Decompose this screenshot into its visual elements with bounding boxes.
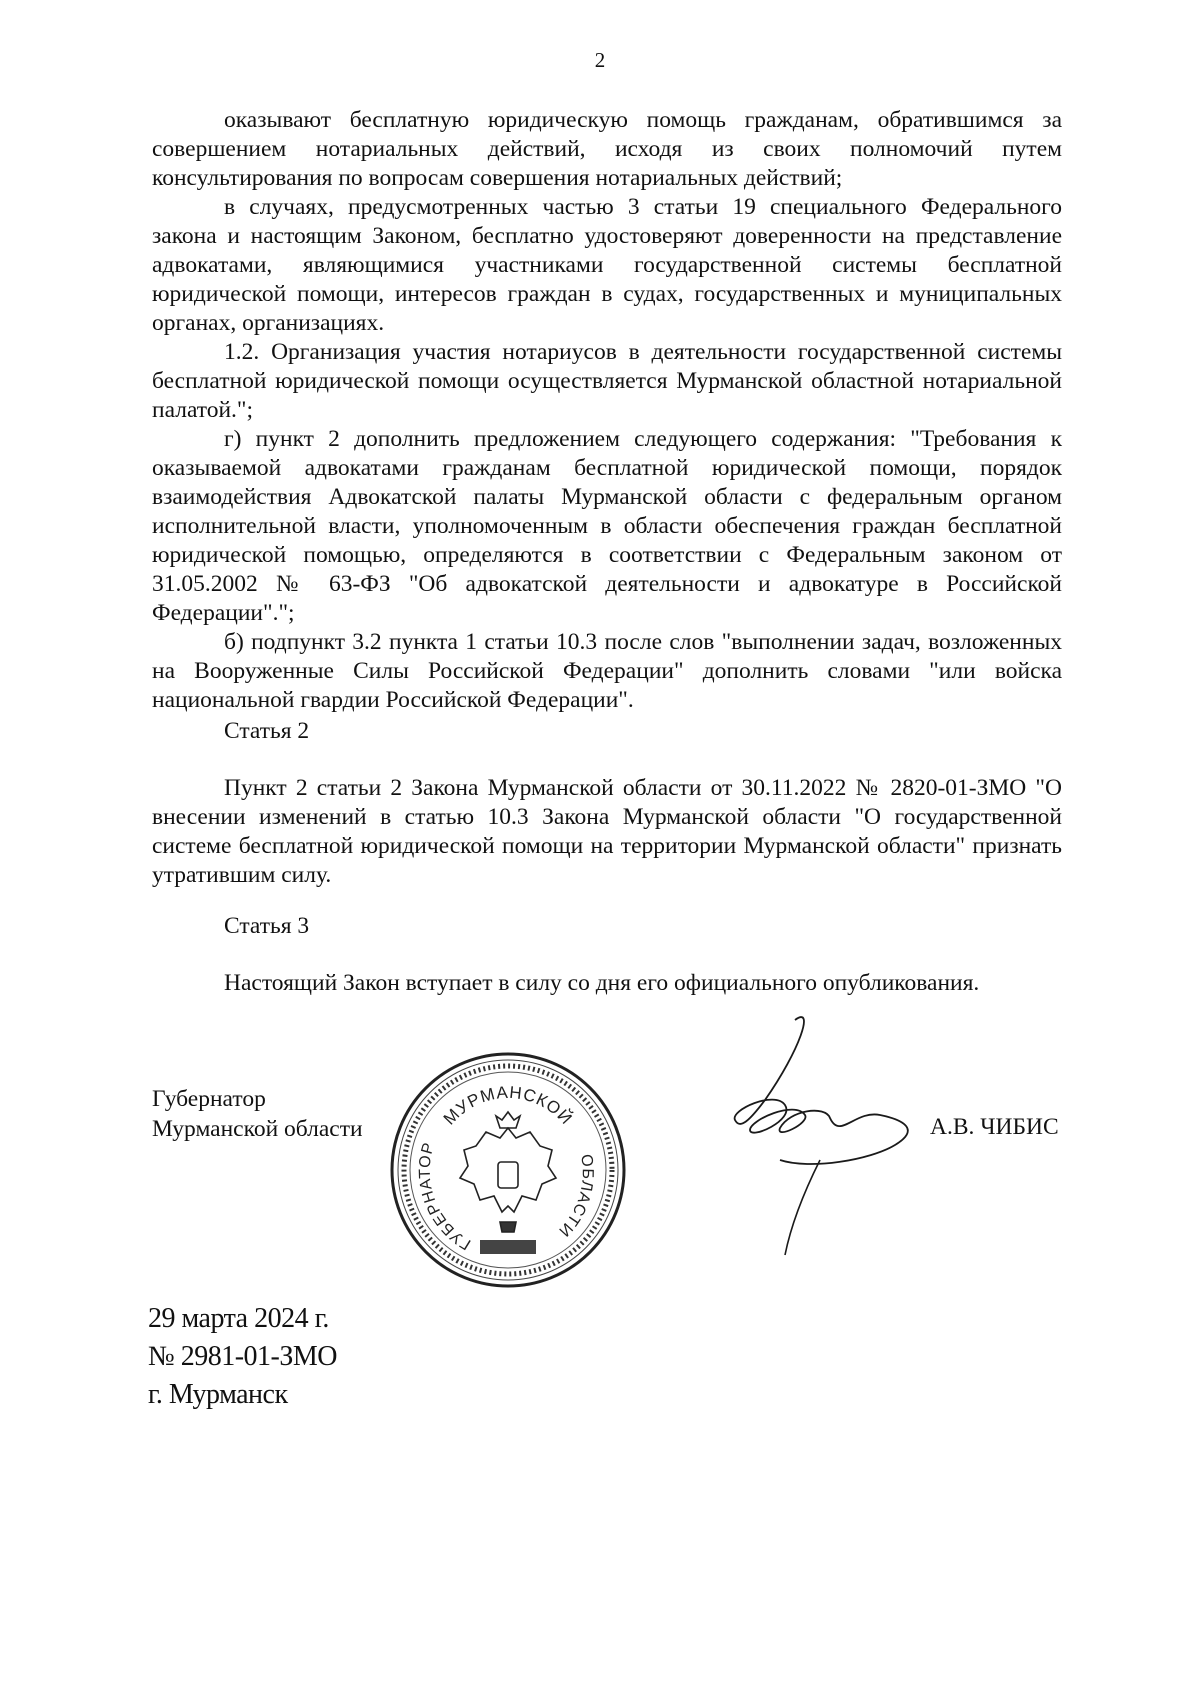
seal-text-left: ГУБЕРНАТОР	[416, 1140, 475, 1253]
svg-text:МУРМАНСКОЙ	[440, 1083, 576, 1129]
article-2-text: Пункт 2 статьи 2 Закона Мурманской области от 30.11.2022 № 2820-01-ЗМО "О внесении изменений в статью 10.3 Закона Мурманской области "О государственной системе бесплатной юридической помощи на территории Мурманской области" признать утратившим силу.	[152, 775, 1062, 888]
paragraph-5: б) подпункт 3.2 пункта 1 статьи 10.3 после слов "выполнении задач, возложенных на Вооруженные Силы Российской Федерации" дополнить словами "или войска национальной гвардии Российской Федерации".	[152, 629, 1062, 713]
seal-bottom-bar	[480, 1240, 536, 1254]
seal-text-top: МУРМАНСКОЙ	[439, 1082, 577, 1129]
paragraph-1: оказывают бесплатную юридическую помощь гражданам, обратившимся за совершением нотариальных действий, исходя из своих полномочий путем консультирования по вопросам совершения нотариальных действий;	[152, 107, 1062, 191]
document-footer	[148, 1300, 337, 1414]
official-seal	[388, 1050, 628, 1290]
svg-text:ОБЛАСТИ	[555, 1153, 596, 1240]
seal-text-right: ОБЛАСТИ	[554, 1153, 596, 1240]
paragraph-3: 1.2. Организация участия нотариусов в деятельности государственной системы бесплатной юридической помощи осуществляется Мурманской областной нотариальной палатой.";	[152, 339, 1062, 423]
signer-title	[152, 1084, 363, 1144]
document-number: № 2981-01-ЗМО	[148, 1341, 338, 1372]
paragraph-4: г) пункт 2 дополнить предложением следующего содержания: "Требования к оказываемой адвокатами гражданам бесплатной юридической помощи, порядок взаимодействия Адвокатской палаты Мурманской области с федеральным органом исполнительной власти, уполномоченным в области обеспечения граждан бесплатной юридической помощью, определяются в соответствии с Федеральным законом от 31.05.2002 № 63-ФЗ "Об адвокатской деятельности и адвокатуре в Российской Федерации".";	[152, 426, 1062, 626]
document-city: г. Мурманск	[148, 1379, 288, 1410]
coat-of-arms-emblem	[460, 1112, 556, 1232]
article-3-text: Настоящий Закон вступает в силу со дня его официального опубликования.	[224, 970, 980, 996]
body-text	[152, 106, 1062, 715]
article-2-heading: Статья 2	[224, 718, 310, 744]
signer-title-line-1: Губернатор	[152, 1086, 266, 1112]
article-3-heading: Статья 3	[224, 913, 310, 939]
paragraph-2: в случаях, предусмотренных частью 3 статьи 19 специального Федерального закона и настоящим Законом, бесплатно удостоверяют доверенности на представление адвокатами, являющимися участниками государственной системы бесплатной юридической помощи, интересов граждан в судах, государственных и муниципальных органах, организациях.	[152, 194, 1062, 336]
signer-name: А.В. ЧИБИС	[930, 1114, 1059, 1140]
article-2-text-block	[152, 774, 1062, 890]
page-number: 2	[594, 48, 606, 72]
handwritten-signature	[680, 1010, 920, 1280]
signer-title-line-2: Мурманской области	[152, 1116, 363, 1142]
document-date: 29 марта 2024 г.	[148, 1303, 329, 1334]
article-3-text-block	[152, 969, 1062, 998]
